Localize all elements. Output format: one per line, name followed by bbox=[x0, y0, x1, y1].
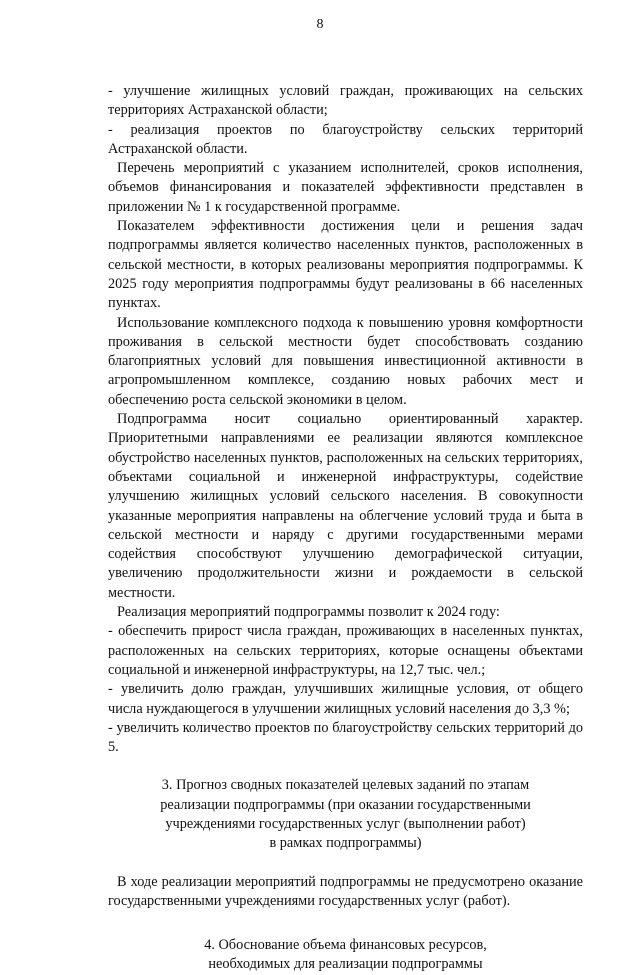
section-3-text: В ходе реализации мероприятий подпрограммы не предусмотрено оказание государственными учреждениями государственных услуг (работ). bbox=[108, 873, 583, 909]
section-4-heading-line: необходимых для реализации подпрограммы bbox=[208, 956, 483, 973]
section-3-heading-line: учреждениями государственных услуг (выполнении работ) bbox=[165, 815, 526, 832]
section-3-heading-line: в рамках подпрограммы) bbox=[269, 835, 422, 852]
section-3-heading bbox=[108, 776, 583, 853]
section-4-heading bbox=[108, 936, 583, 975]
section-3-heading-line: реализации подпрограммы (при оказании государственными bbox=[160, 796, 531, 813]
paragraph-bullet-improvement: - реализация проектов по благоустройству сельских территорий Астраханской области. bbox=[108, 121, 583, 157]
paragraph-comprehensive-approach: Использование комплексного подхода к повышению уровня комфортности проживания в сельской местности будет способствовать созданию благоприятных условий для повышения инвестиционной активности в агропромышленном комплексе, созданию новых рабочих мест и обеспечению роста сельской экономики в целом. bbox=[108, 314, 583, 408]
section-3-heading-line: 3. Прогноз сводных показателей целевых заданий по этапам bbox=[161, 777, 530, 794]
page-number: 8 bbox=[316, 17, 324, 32]
paragraph-social-orientation: Подпрограмма носит социально ориентированный характер. Приоритетными направлениями ее реализации являются комплексное обустройство населенных пунктов, расположенных на сельских территориях, объектами социальной и инженерной инфраструктуры, содействие улучшению жилищных условий сельского населения. В совокупности указанные мероприятия направлены на облегчение условий труда и быта в сельской местности и наряду с другими государственными мерами содействия способствуют улучшению демографической ситуации, увеличению продолжительности жизни и рождаемости в сельской местности. bbox=[108, 411, 583, 601]
paragraph-bullet-housing: - улучшение жилищных условий граждан, проживающих на сельских территориях Астраханской области; bbox=[108, 83, 583, 119]
paragraph-results-intro: Реализация мероприятий подпрограммы позволит к 2024 году: bbox=[117, 604, 500, 621]
paragraph-result-share: - увеличить долю граждан, улучшивших жилищные условия, от общего числа нуждающегося в улучшении жилищных условий населения до 3,3 %; bbox=[108, 681, 583, 717]
paragraph-result-projects: - увеличить количество проектов по благоустройству сельских территорий до 5. bbox=[108, 719, 583, 756]
paragraph-activities-list: Перечень мероприятий с указанием исполнителей, сроков исполнения, объемов финансирования и показателей эффективности представлен в приложении № 1 к государственной программе. bbox=[108, 160, 583, 215]
document-body bbox=[108, 82, 583, 975]
paragraph-efficiency-indicator: Показателем эффективности достижения цели и решения задач подпрограммы является количество населенных пунктов, расположенных в сельской местности, в которых реализованы мероприятия подпрограммы. К 2025 году мероприятия подпрограммы будут реализованы в 66 населенных пунктах. bbox=[108, 218, 583, 312]
section-4-heading-line: 4. Обоснование объема финансовых ресурсов, bbox=[204, 937, 487, 954]
paragraph-result-population: - обеспечить прирост числа граждан, проживающих в населенных пунктах, расположенных на сельских территориях, которые оснащены объектами социальной и инженерной инфраструктуры, на 12,7 тыс. чел.; bbox=[108, 623, 583, 678]
